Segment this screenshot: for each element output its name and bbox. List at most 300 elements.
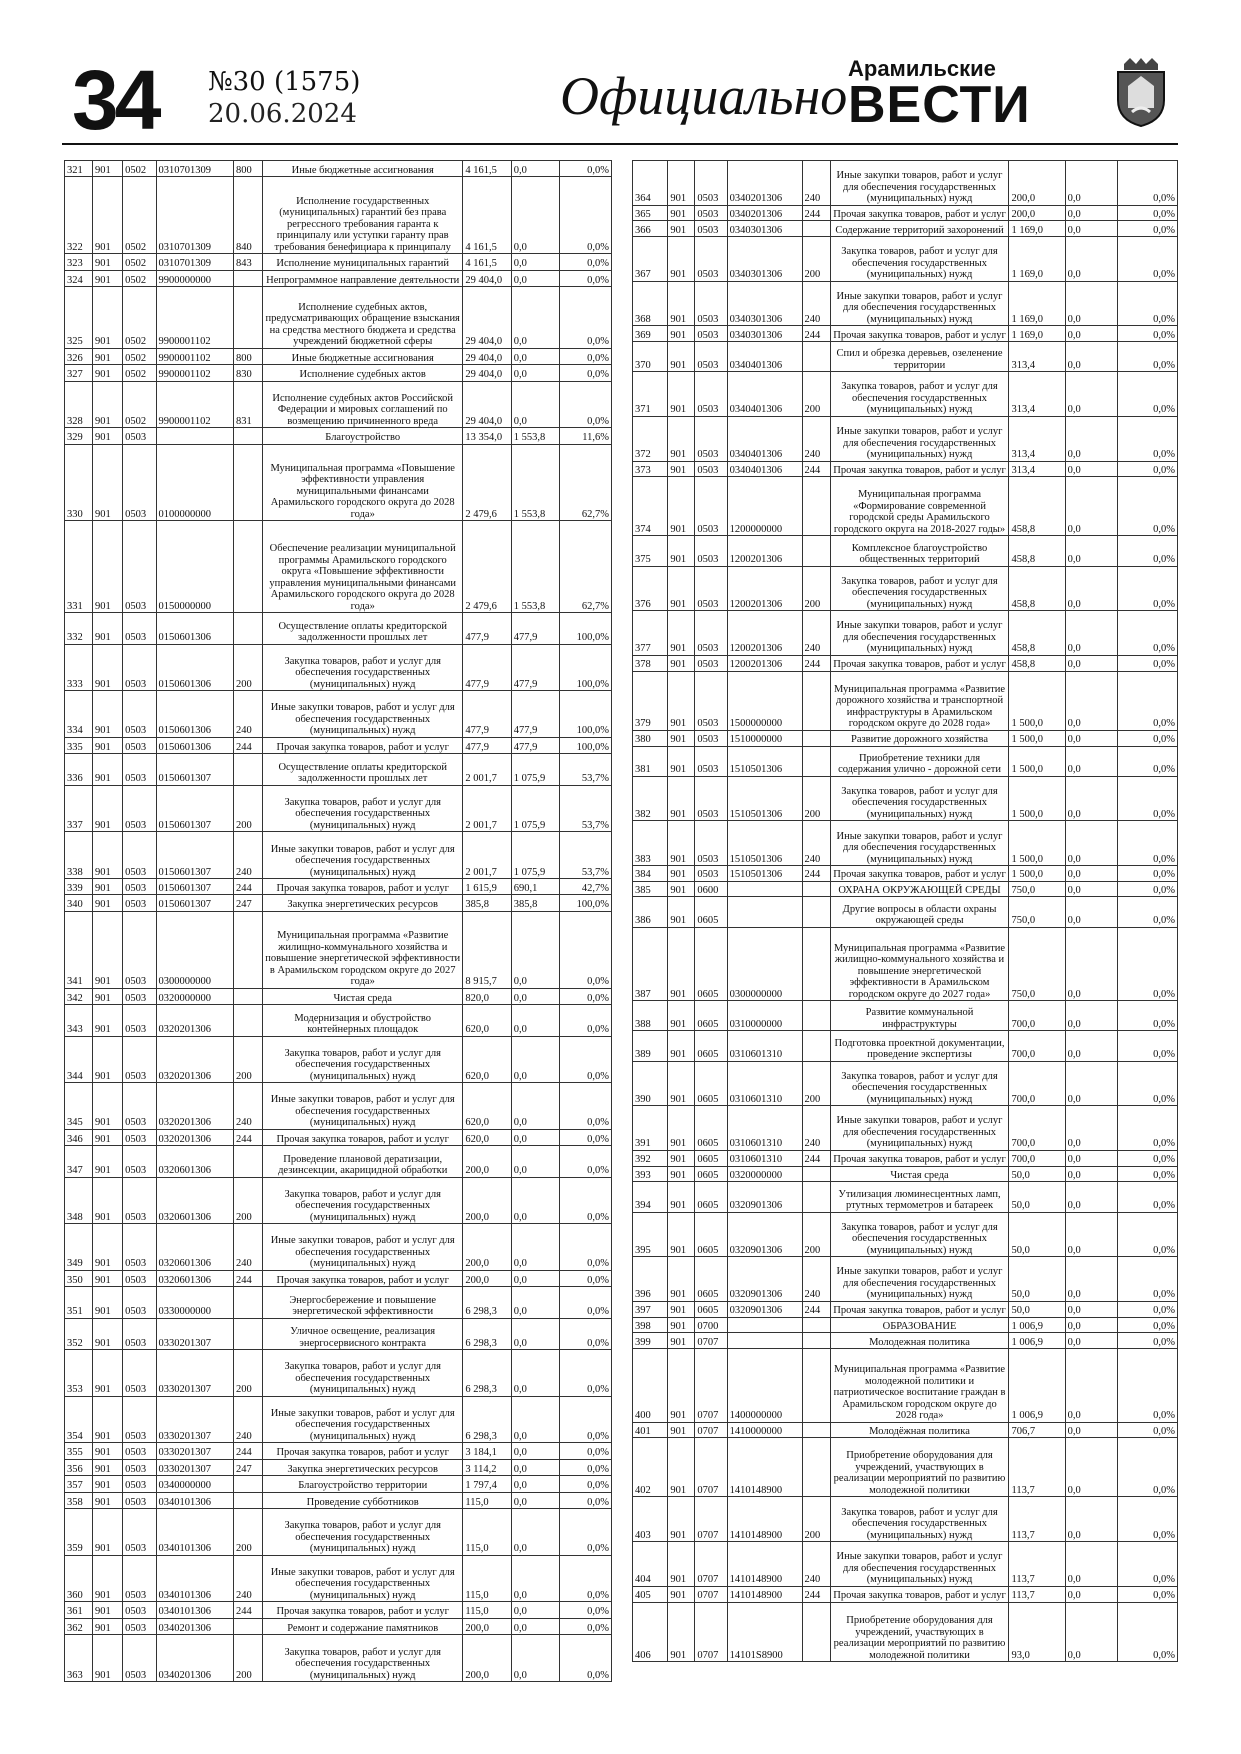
row-number: 374 [633, 477, 668, 536]
row-number: 378 [633, 655, 668, 671]
target-article-code: 0150601306 [156, 613, 234, 645]
executed-amount: 0,0 [1065, 821, 1117, 866]
planned-amount: 458,8 [1009, 477, 1065, 536]
target-article-code: 0320601306 [156, 1146, 234, 1178]
planned-amount: 1 500,0 [1009, 776, 1065, 821]
section-code: 0503 [123, 1555, 156, 1602]
execution-percent: 0,0% [1117, 1061, 1177, 1106]
target-article-code: 0310601310 [727, 1031, 802, 1061]
table-row [633, 776, 1178, 821]
expense-name: Исполнение судебных актов Российской Федерации и мировых соглашений по возмещению причиненного вреда [263, 381, 463, 428]
expense-name: Подготовка проектной документации, проведение экспертизы [830, 1031, 1009, 1061]
expense-type-code [802, 1602, 830, 1662]
expense-type-code [802, 881, 830, 897]
planned-amount: 477,9 [463, 691, 511, 738]
row-number: 383 [633, 821, 668, 866]
section-code: 0503 [695, 326, 727, 342]
expense-type-code [234, 287, 263, 349]
planned-amount: 3 184,1 [463, 1443, 511, 1459]
execution-percent: 0,0% [560, 1509, 612, 1556]
expense-type-code [802, 1333, 830, 1349]
executed-amount: 0,0 [1065, 1106, 1117, 1151]
coat-of-arms-icon [1114, 56, 1168, 128]
execution-percent: 0,0% [1117, 611, 1177, 656]
section-code: 0707 [695, 1349, 727, 1423]
expense-name: Проведение плановой дератизации, дезинсекции, акарицидной обработки [263, 1146, 463, 1178]
target-article-code: 0150601306 [156, 691, 234, 738]
expense-name: Муниципальная программа «Развитие молодежной политики и патриотическое воспитание граждан в Арамильском городском округе до 2028 года» [830, 1349, 1009, 1423]
row-number: 405 [633, 1586, 668, 1602]
target-article-code: 0330201307 [156, 1396, 234, 1443]
planned-amount: 115,0 [463, 1555, 511, 1602]
expense-name: Молодёжная политика [830, 1422, 1009, 1438]
executed-amount: 0,0 [1065, 927, 1117, 1001]
executed-amount: 0,0 [1065, 1061, 1117, 1106]
row-number: 393 [633, 1166, 668, 1182]
execution-percent: 0,0% [1117, 671, 1177, 730]
executed-amount: 0,0 [511, 1083, 559, 1130]
expense-type-code: 200 [802, 1212, 830, 1257]
row-number: 395 [633, 1212, 668, 1257]
executed-amount: 0,0 [1065, 342, 1117, 372]
expense-name: Прочая закупка товаров, работ и услуг [830, 1586, 1009, 1602]
expense-type-code: 244 [802, 1301, 830, 1317]
executed-amount: 0,0 [1065, 416, 1117, 461]
table-row [65, 348, 612, 364]
execution-percent: 100,0% [560, 737, 612, 753]
department-code: 901 [92, 644, 122, 691]
executed-amount: 0,0 [511, 988, 559, 1004]
expense-type-code: 240 [802, 821, 830, 866]
expense-type-code [234, 754, 263, 786]
section-code: 0605 [695, 1166, 727, 1182]
budget-table [64, 160, 612, 1682]
execution-percent: 0,0% [1117, 477, 1177, 536]
row-number: 332 [65, 613, 93, 645]
section-code: 0605 [695, 1061, 727, 1106]
execution-percent: 0,0% [1117, 342, 1177, 372]
target-article-code: 0320201306 [156, 1005, 234, 1037]
planned-amount: 4 161,5 [463, 161, 511, 177]
expense-type-code: 244 [802, 1586, 830, 1602]
section-code: 0503 [123, 1443, 156, 1459]
expense-name: Прочая закупка товаров, работ и услуг [263, 1602, 463, 1618]
planned-amount: 313,4 [1009, 342, 1065, 372]
table-row [65, 1005, 612, 1037]
table-row [633, 866, 1178, 882]
planned-amount: 2 001,7 [463, 832, 511, 879]
table-row [633, 1333, 1178, 1349]
table-row [65, 1318, 612, 1350]
row-number: 381 [633, 746, 668, 776]
row-number: 404 [633, 1542, 668, 1587]
expense-type-code: 244 [234, 737, 263, 753]
department-code: 901 [668, 866, 695, 882]
department-code: 901 [668, 161, 695, 206]
target-article-code: 0330201307 [156, 1443, 234, 1459]
executed-amount: 0,0 [511, 1350, 559, 1397]
section-code: 0502 [123, 161, 156, 177]
planned-amount: 4 161,5 [463, 254, 511, 270]
expense-type-code [802, 1031, 830, 1061]
planned-amount: 113,7 [1009, 1586, 1065, 1602]
department-code: 901 [668, 1422, 695, 1438]
department-code: 901 [668, 821, 695, 866]
department-code: 901 [668, 416, 695, 461]
row-number: 380 [633, 730, 668, 746]
department-code: 901 [668, 1212, 695, 1257]
execution-percent: 0,0% [1117, 1497, 1177, 1542]
expense-name: Приобретение оборудования для учреждений, участвующих в реализации мероприятий по развитию молодежной политики [830, 1438, 1009, 1497]
expense-name: Иные закупки товаров, работ и услуг для обеспечения государственных (муниципальных) нужд [830, 281, 1009, 326]
department-code: 901 [92, 879, 122, 895]
row-number: 354 [65, 1396, 93, 1443]
executed-amount: 0,0 [1065, 1586, 1117, 1602]
execution-percent: 0,0% [1117, 776, 1177, 821]
expense-type-code: 200 [802, 1497, 830, 1542]
expense-type-code: 244 [234, 1602, 263, 1618]
target-article-code: 0340301306 [727, 326, 802, 342]
expense-type-code: 200 [234, 1635, 263, 1682]
target-article-code: 9900001102 [156, 381, 234, 428]
expense-type-code: 240 [234, 1224, 263, 1271]
expense-type-code [802, 1182, 830, 1212]
row-number: 347 [65, 1146, 93, 1178]
executed-amount: 1 553,8 [511, 428, 559, 444]
execution-percent: 0,0% [1117, 372, 1177, 417]
section-code: 0503 [123, 521, 156, 613]
planned-amount: 50,0 [1009, 1212, 1065, 1257]
executed-amount: 0,0 [511, 911, 559, 988]
table-row [65, 988, 612, 1004]
table-row [65, 1476, 612, 1492]
row-number: 341 [65, 911, 93, 988]
department-code: 901 [92, 161, 122, 177]
executed-amount: 0,0 [511, 254, 559, 270]
execution-percent: 0,0% [1117, 655, 1177, 671]
row-number: 388 [633, 1001, 668, 1031]
section-code: 0503 [123, 1177, 156, 1224]
target-article-code: 0340101306 [156, 1509, 234, 1556]
section-code: 0503 [123, 988, 156, 1004]
planned-amount: 620,0 [463, 1129, 511, 1145]
target-article-code: 1200000000 [727, 477, 802, 536]
expense-name: Иные закупки товаров, работ и услуг для обеспечения государственных (муниципальных) нужд [263, 1396, 463, 1443]
expense-name: Закупка товаров, работ и услуг для обеспечения государственных (муниципальных) нужд [263, 1177, 463, 1224]
table-row [633, 1422, 1178, 1438]
department-code: 901 [92, 895, 122, 911]
table-row [65, 613, 612, 645]
section-code: 0503 [695, 205, 727, 221]
row-number: 367 [633, 237, 668, 282]
section-code: 0503 [695, 611, 727, 656]
section-code: 0503 [695, 671, 727, 730]
expense-type-code: 240 [234, 1555, 263, 1602]
expense-name: Другие вопросы в области охраны окружающей среды [830, 897, 1009, 927]
expense-name: Прочая закупка товаров, работ и услуг [830, 1150, 1009, 1166]
execution-percent: 0,0% [1117, 1301, 1177, 1317]
expense-name: Муниципальная программа «Развитие жилищно-коммунального хозяйства и повышение энергетической эффективности в Арамильском городском округе до 2027 года» [830, 927, 1009, 1001]
table-row [633, 1182, 1178, 1212]
expense-name: Уличное освещение, реализация энергосервисного контракта [263, 1318, 463, 1350]
executed-amount: 0,0 [511, 1146, 559, 1178]
planned-amount: 200,0 [463, 1618, 511, 1634]
expense-type-code: 240 [802, 1257, 830, 1302]
target-article-code: 1400000000 [727, 1349, 802, 1423]
row-number: 364 [633, 161, 668, 206]
section-code: 0600 [695, 881, 727, 897]
executed-amount: 0,0 [1065, 326, 1117, 342]
row-number: 330 [65, 444, 93, 521]
table-row [633, 221, 1178, 237]
target-article-code: 1410000000 [727, 1422, 802, 1438]
table-row [633, 372, 1178, 417]
executed-amount: 0,0 [1065, 1438, 1117, 1497]
expense-name: Иные закупки товаров, работ и услуг для обеспечения государственных (муниципальных) нужд [263, 691, 463, 738]
executed-amount: 0,0 [1065, 1602, 1117, 1662]
expense-type-code: 831 [234, 381, 263, 428]
executed-amount: 1 553,8 [511, 521, 559, 613]
department-code: 901 [668, 461, 695, 477]
target-article-code: 0340301306 [727, 221, 802, 237]
section-code: 0503 [695, 776, 727, 821]
table-row [633, 671, 1178, 730]
planned-amount: 113,7 [1009, 1497, 1065, 1542]
row-number: 370 [633, 342, 668, 372]
table-row [65, 1635, 612, 1682]
target-article-code: 9900000000 [156, 270, 234, 286]
executed-amount: 0,0 [1065, 776, 1117, 821]
budget-table-right [632, 160, 1178, 1662]
execution-percent: 0,0% [1117, 1212, 1177, 1257]
row-number: 328 [65, 381, 93, 428]
table-row [65, 911, 612, 988]
table-row [65, 177, 612, 254]
department-code: 901 [92, 1036, 122, 1083]
section-code: 0503 [695, 655, 727, 671]
row-number: 401 [633, 1422, 668, 1438]
table-row [633, 161, 1178, 206]
execution-percent: 0,0% [560, 270, 612, 286]
executed-amount: 0,0 [511, 1509, 559, 1556]
executed-amount: 0,0 [1065, 746, 1117, 776]
execution-percent: 0,0% [560, 1459, 612, 1475]
expense-type-code [802, 1166, 830, 1182]
target-article-code: 0340101306 [156, 1602, 234, 1618]
target-article-code: 9900001102 [156, 365, 234, 381]
planned-amount: 820,0 [463, 988, 511, 1004]
department-code: 901 [668, 611, 695, 656]
executed-amount: 0,0 [1065, 1257, 1117, 1302]
expense-type-code: 244 [802, 205, 830, 221]
row-number: 355 [65, 1443, 93, 1459]
table-row [633, 1061, 1178, 1106]
section-code: 0503 [123, 1476, 156, 1492]
expense-type-code [802, 342, 830, 372]
department-code: 901 [668, 897, 695, 927]
row-number: 327 [65, 365, 93, 381]
target-article-code: 1410148900 [727, 1586, 802, 1602]
table-row [633, 326, 1178, 342]
department-code: 901 [668, 927, 695, 1001]
expense-type-code [234, 988, 263, 1004]
department-code: 901 [92, 1618, 122, 1634]
section-code: 0503 [123, 1509, 156, 1556]
target-article-code: 0330000000 [156, 1287, 234, 1319]
row-number: 402 [633, 1438, 668, 1497]
department-code: 901 [92, 832, 122, 879]
execution-percent: 0,0% [560, 1287, 612, 1319]
section-code: 0503 [123, 1270, 156, 1286]
expense-type-code: 200 [802, 566, 830, 611]
planned-amount: 200,0 [1009, 161, 1065, 206]
target-article-code: 0320201306 [156, 1036, 234, 1083]
planned-amount: 3 114,2 [463, 1459, 511, 1475]
section-code: 0502 [123, 254, 156, 270]
expense-name: Иные закупки товаров, работ и услуг для обеспечения государственных (муниципальных) нужд [263, 1555, 463, 1602]
planned-amount: 2 479,6 [463, 521, 511, 613]
table-row [65, 1396, 612, 1443]
table-row [633, 536, 1178, 566]
expense-name: Муниципальная программа «Развитие дорожного хозяйства и транспортной инфраструктуры в Арамильском городском округе до 2028 года» [830, 671, 1009, 730]
planned-amount: 700,0 [1009, 1061, 1065, 1106]
planned-amount: 750,0 [1009, 927, 1065, 1001]
expense-name: Муниципальная программа «Повышение эффективности управления муниципальными финансами Арамильского городского округа до 2028 года» [263, 444, 463, 521]
expense-name: Исполнение муниципальных гарантий [263, 254, 463, 270]
planned-amount: 477,9 [463, 613, 511, 645]
target-article-code: 0320000000 [727, 1166, 802, 1182]
execution-percent: 100,0% [560, 644, 612, 691]
department-code: 901 [92, 1129, 122, 1145]
executed-amount: 0,0 [1065, 1349, 1117, 1423]
expense-type-code: 240 [234, 1083, 263, 1130]
planned-amount: 2 001,7 [463, 785, 511, 832]
expense-type-code: 830 [234, 365, 263, 381]
execution-percent: 0,0% [560, 1146, 612, 1178]
executed-amount: 477,9 [511, 644, 559, 691]
expense-type-code [234, 1005, 263, 1037]
department-code: 901 [92, 1443, 122, 1459]
executed-amount: 0,0 [1065, 221, 1117, 237]
department-code: 901 [668, 776, 695, 821]
row-number: 334 [65, 691, 93, 738]
target-article-code: 0340201306 [156, 1618, 234, 1634]
row-number: 369 [633, 326, 668, 342]
section-code: 0503 [695, 477, 727, 536]
executed-amount: 0,0 [511, 1443, 559, 1459]
table-row [633, 342, 1178, 372]
table-row [633, 1438, 1178, 1497]
section-code: 0707 [695, 1497, 727, 1542]
planned-amount: 700,0 [1009, 1001, 1065, 1031]
executed-amount: 0,0 [511, 1224, 559, 1271]
executed-amount: 0,0 [1065, 1333, 1117, 1349]
executed-amount: 0,0 [511, 177, 559, 254]
executed-amount: 0,0 [1065, 881, 1117, 897]
department-code: 901 [92, 1602, 122, 1618]
table-row [633, 611, 1178, 656]
department-code: 901 [92, 1509, 122, 1556]
section-code: 0605 [695, 1212, 727, 1257]
expense-name: Иные закупки товаров, работ и услуг для обеспечения государственных (муниципальных) нужд [263, 1224, 463, 1271]
expense-type-code: 244 [802, 326, 830, 342]
planned-amount: 200,0 [463, 1270, 511, 1286]
table-row [633, 1106, 1178, 1151]
expense-type-code [802, 1422, 830, 1438]
expense-name: Закупка товаров, работ и услуг для обеспечения государственных (муниципальных) нужд [830, 237, 1009, 282]
department-code: 901 [668, 881, 695, 897]
section-code: 0503 [123, 879, 156, 895]
department-code: 901 [668, 1602, 695, 1662]
target-article-code: 0150601307 [156, 879, 234, 895]
target-article-code: 0340201306 [727, 205, 802, 221]
executed-amount: 0,0 [511, 1618, 559, 1634]
table-row [65, 1270, 612, 1286]
expense-type-code: 200 [234, 785, 263, 832]
row-number: 351 [65, 1287, 93, 1319]
expense-name: Прочая закупка товаров, работ и услуг [830, 205, 1009, 221]
section-code: 0503 [123, 785, 156, 832]
row-number: 323 [65, 254, 93, 270]
row-number: 406 [633, 1602, 668, 1662]
row-number: 399 [633, 1333, 668, 1349]
planned-amount: 458,8 [1009, 536, 1065, 566]
planned-amount: 6 298,3 [463, 1287, 511, 1319]
table-row [633, 897, 1178, 927]
expense-name: Прочая закупка товаров, работ и услуг [830, 1301, 1009, 1317]
execution-percent: 0,0% [1117, 1602, 1177, 1662]
expense-name: Исполнение государственных (муниципальных) гарантий без права регрессного требования гаранта к принципалу или уступки гаранту прав требования бенефициара к принципалу [263, 177, 463, 254]
section-code: 0503 [695, 461, 727, 477]
department-code: 901 [92, 287, 122, 349]
execution-percent: 62,7% [560, 444, 612, 521]
execution-percent: 0,0% [560, 1618, 612, 1634]
expense-type-code: 840 [234, 177, 263, 254]
planned-amount: 50,0 [1009, 1301, 1065, 1317]
table-row [633, 1212, 1178, 1257]
expense-name: Иные закупки товаров, работ и услуг для обеспечения государственных (муниципальных) нужд [830, 1106, 1009, 1151]
table-row [65, 644, 612, 691]
row-number: 396 [633, 1257, 668, 1302]
expense-type-code [802, 730, 830, 746]
execution-percent: 0,0% [560, 177, 612, 254]
department-code: 901 [668, 671, 695, 730]
planned-amount: 29 404,0 [463, 348, 511, 364]
executed-amount: 0,0 [1065, 205, 1117, 221]
executed-amount: 0,0 [511, 1177, 559, 1224]
department-code: 901 [92, 521, 122, 613]
target-article-code: 0330201307 [156, 1459, 234, 1475]
row-number: 363 [65, 1635, 93, 1682]
target-article-code: 0340401306 [727, 461, 802, 477]
executed-amount: 0,0 [511, 287, 559, 349]
section-code: 0707 [695, 1586, 727, 1602]
expense-name: Прочая закупка товаров, работ и услуг [263, 879, 463, 895]
section-code: 0503 [123, 1602, 156, 1618]
planned-amount: 2 001,7 [463, 754, 511, 786]
execution-percent: 0,0% [1117, 205, 1177, 221]
section-code: 0503 [123, 737, 156, 753]
expense-name: Прочая закупка товаров, работ и услуг [830, 461, 1009, 477]
expense-name: ОБРАЗОВАНИЕ [830, 1317, 1009, 1333]
planned-amount: 29 404,0 [463, 287, 511, 349]
section-code: 0605 [695, 1001, 727, 1031]
department-code: 901 [92, 1177, 122, 1224]
execution-percent: 0,0% [560, 1443, 612, 1459]
expense-name: Закупка товаров, работ и услуг для обеспечения государственных (муниципальных) нужд [263, 1350, 463, 1397]
budget-table-left [64, 160, 612, 1682]
section-code: 0707 [695, 1333, 727, 1349]
